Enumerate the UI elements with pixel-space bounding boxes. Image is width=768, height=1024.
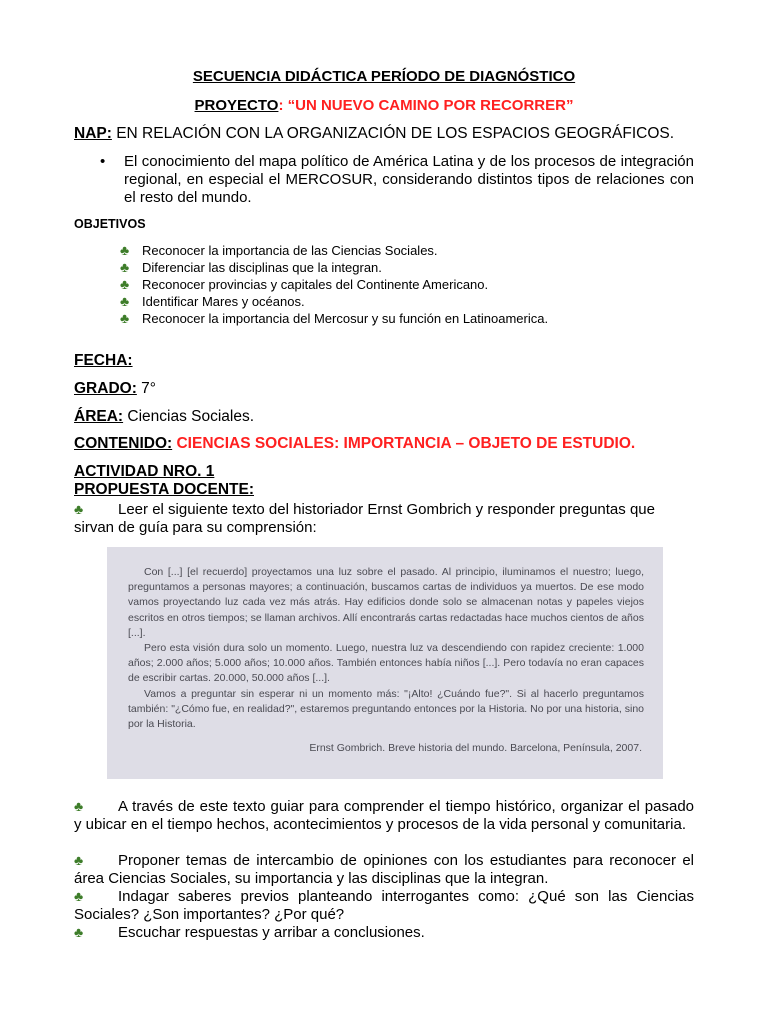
project-sep: : (278, 97, 284, 114)
objectives-heading: OBJETIVOS (74, 217, 146, 231)
project-line (0, 97, 768, 115)
proposal-item: ♣ Indagar saberes previos planteando interrogantes como: ¿Qué son las Ciencias Sociales? ¿Son importantes? ¿Por qué? (74, 888, 694, 923)
nap-value: EN RELACIÓN CON LA ORGANIZACIÓN DE LOS ESPACIOS GEOGRÁFICOS. (111, 125, 675, 142)
activity-subtitle: PROPUESTA DOCENTE: (74, 481, 254, 498)
club-icon: ♣ (120, 242, 130, 258)
nap-bullet-text: El conocimiento del mapa político de América Latina y de los procesos de integración regional, en especial el MERCOSUR, considerando distintos tipos de relaciones con el resto del mundo. (124, 153, 694, 206)
activity-intro-text: Leer el siguiente texto del historiador Ernst Gombrich y responder preguntas que sirvan de guía para su comprensión: (74, 501, 655, 536)
proposal-item: ♣ Escuchar respuestas y arribar a conclusiones. (74, 924, 425, 941)
contenido-line (74, 435, 635, 453)
activity-intro (74, 500, 694, 537)
club-icon: ♣ (120, 293, 130, 309)
quote-paragraph: Pero esta visión dura solo un momento. Luego, nuestra luz va descendiendo con rapidez creciente: 1.000 años; 2.000 años; 5.000 años; 10.000 años. También entonces había niños [...]. Pero todavía no eran capaces de escribir cartas. 20.000, 50.000 años [...]. (128, 642, 644, 685)
grado-value: 7° (136, 380, 156, 397)
objective-item: ♣ Reconocer provincias y capitales del Continente Americano. (120, 276, 489, 292)
proposal-item: ♣ A través de este texto guiar para comprender el tiempo histórico, organizar el pasado y ubicar en el tiempo hechos, acontecimientos y procesos de la vida personal y comunitaria. (74, 798, 694, 833)
grado-label: GRADO: (74, 380, 137, 397)
activity-title: ACTIVIDAD NRO. 1 (74, 463, 215, 480)
contenido-label: CONTENIDO: (74, 435, 173, 452)
objectives-list (120, 242, 680, 327)
project-label: PROYECTO (194, 97, 279, 114)
area-label: ÁREA: (74, 408, 124, 425)
area-value: Ciencias Sociales. (123, 408, 255, 425)
objective-item: ♣ Reconocer la importancia del Mercosur y su función en Latinoamerica. (120, 310, 549, 326)
club-icon: ♣ (74, 852, 84, 868)
club-icon: ♣ (120, 276, 130, 292)
club-icon: ♣ (74, 798, 84, 814)
fecha-label: FECHA: (74, 352, 133, 369)
club-icon: ♣ (120, 259, 130, 275)
area-line (74, 408, 254, 426)
project-value: “UN NUEVO CAMINO POR RECORRER” (287, 97, 574, 114)
club-icon: ♣ (74, 501, 84, 517)
objective-item: ♣ Reconocer la importancia de las Ciencias Sociales. (120, 242, 438, 258)
objective-item: ♣ Identificar Mares y océanos. (120, 293, 305, 309)
objective-item: ♣ Diferenciar las disciplinas que la integran. (120, 259, 382, 275)
club-icon: ♣ (74, 924, 84, 940)
contenido-value: CIENCIAS SOCIALES: IMPORTANCIA – OBJETO DE ESTUDIO. (172, 435, 636, 452)
club-icon: ♣ (120, 310, 130, 326)
nap-bullet-item (100, 153, 694, 207)
club-icon: ♣ (74, 888, 84, 904)
quote-paragraph: Con [...] [el recuerdo] proyectamos una luz sobre el pasado. Al principio, iluminamos el nuestro; luego, preguntamos a personas mayores; a continuación, buscamos cartas de individuos ya muertos. De ese modo vamos proyectando luz cada vez más atrás. Hay edificios donde solo se almacenan notas y papeles viejos escritos en otros tiempos; se llaman archivos. Allí encontrarás cartas redactadas hace muchos cientos de años [...]. (128, 566, 644, 639)
nap-line (74, 125, 714, 143)
document-title: SECUENCIA DIDÁCTICA PERÍODO DE DIAGNÓSTICO (192, 68, 576, 85)
grado-line (74, 380, 156, 398)
proposal-item: ♣ Proponer temas de intercambio de opiniones con los estudiantes para reconocer el área Ciencias Sociales, su importancia y las disciplinas que la integran. (74, 852, 694, 887)
quote-paragraph: Vamos a preguntar sin esperar ni un momento más: "¡Alto! ¿Cuándo fue?". Si al hacerlo preguntamos también: "¿Cómo fue, en realidad?", estaremos preguntando entonces por la Historia. No por una historia, sino por la Historia. (128, 687, 644, 731)
quote-text (128, 565, 644, 732)
quote-citation: Ernst Gombrich. Breve historia del mundo. Barcelona, Península, 2007. (309, 742, 642, 754)
nap-label: NAP: (74, 125, 112, 142)
disc-bullet-icon: • (100, 153, 106, 170)
